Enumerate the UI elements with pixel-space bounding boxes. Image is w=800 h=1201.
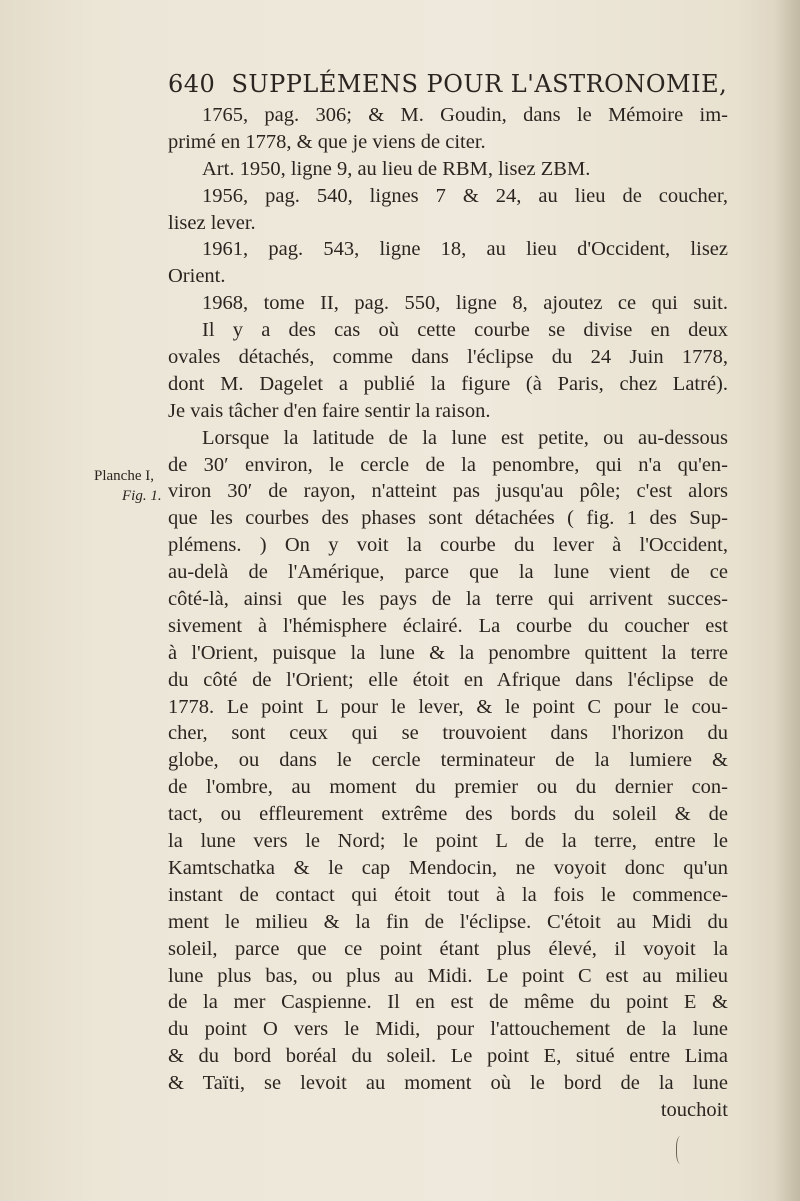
text-line: que les courbes des phases sont détachées ( fig. 1 des Sup-	[168, 507, 728, 530]
text-line: au-delà de l'Amérique, parce que la lune vient de ce	[168, 561, 728, 584]
text-line: 1961, pag. 543, ligne 18, au lieu d'Occident, lisez	[202, 238, 728, 261]
text-line: Je vais tâcher d'en faire sentir la raison.	[168, 399, 491, 422]
body-text	[168, 102, 728, 1124]
text-line: de la mer Caspienne. Il en est de même du point E &	[168, 991, 728, 1014]
margin-note-figure: Fig. 1.	[122, 488, 162, 504]
running-header	[168, 70, 728, 98]
page-number: 640	[168, 70, 216, 98]
ink-mark	[676, 1136, 687, 1164]
text-line: & du bord boréal du soleil. Le point E, situé entre Lima	[168, 1045, 728, 1068]
text-line: Orient.	[168, 265, 226, 288]
text-line: à l'Orient, puisque la lune & la penombre quittent la terre	[168, 641, 728, 664]
text-line: plémens. ) On y voit la courbe du lever à l'Occident,	[168, 534, 728, 557]
text-line: cher, sont ceux qui se trouvoient dans l'horizon du	[168, 722, 728, 745]
text-line: instant de contact qui étoit tout à la fois le commence-	[168, 883, 728, 906]
running-title: SUPPLÉMENS POUR L'ASTRONOMIE,	[231, 70, 728, 98]
text-line: de l'ombre, au moment du premier ou du dernier con-	[168, 776, 728, 799]
text-line: lune plus bas, ou plus au Midi. Le point C est au milieu	[168, 964, 728, 987]
text-line: ment le milieu & la fin de l'éclipse. C'étoit au Midi du	[168, 910, 728, 933]
text-line: globe, ou dans le cercle terminateur de la lumiere &	[168, 749, 728, 772]
text-line: Art. 1950, ligne 9, au lieu de RBM, lisez ZBM.	[202, 157, 591, 180]
text-line: de 30′ environ, le cercle de la penombre, qui n'a qu'en-	[168, 453, 728, 476]
text-line: Il y a des cas où cette courbe se divise en deux	[202, 319, 728, 342]
text-line: viron 30′ de rayon, n'atteint pas jusqu'au pôle; c'est alors	[168, 480, 728, 503]
text-line: lisez lever.	[168, 211, 256, 234]
text-line: & Taïti, se levoit au moment où le bord de la lune	[168, 1072, 728, 1095]
text-line: tact, ou effleurement extrême des bords du soleil & de	[168, 803, 728, 826]
text-line: 1956, pag. 540, lignes 7 & 24, au lieu de coucher,	[202, 184, 728, 207]
margin-note-plate: Planche I,	[94, 468, 154, 484]
catchword: touchoit	[660, 1098, 728, 1121]
text-line: 1778. Le point L pour le lever, & le point C pour le cou-	[168, 695, 728, 718]
text-line: soleil, parce que ce point étant plus élevé, il voyoit la	[168, 937, 728, 960]
text-line: ovales détachés, comme dans l'éclipse du 24 Juin 1778,	[168, 346, 728, 369]
text-line: dont M. Dagelet a publié la figure (à Paris, chez Latré).	[168, 372, 728, 395]
text-line: Kamtschatka & le cap Mendocin, ne voyoit donc qu'un	[168, 856, 728, 879]
text-line: 1765, pag. 306; & M. Goudin, dans le Mémoire im-	[202, 104, 728, 126]
text-line: sivement à l'hémisphere éclairé. La courbe du coucher est	[168, 614, 728, 637]
text-line: Lorsque la latitude de la lune est petite, ou au-dessous	[202, 426, 728, 449]
text-line: du côté de l'Orient; elle étoit en Afrique dans l'éclipse de	[168, 668, 728, 691]
text-line: 1968, tome II, pag. 550, ligne 8, ajoutez ce qui suit.	[202, 292, 728, 315]
text-line: du point O vers le Midi, pour l'attouchement de la lune	[168, 1018, 728, 1041]
text-line: côté-là, ainsi que les pays de la terre qui arrivent succes-	[168, 588, 728, 611]
page-gutter-shadow	[774, 0, 800, 1201]
text-line: la lune vers le Nord; le point L de la terre, entre le	[168, 830, 728, 853]
text-line: primé en 1778, & que je viens de citer.	[168, 130, 486, 153]
